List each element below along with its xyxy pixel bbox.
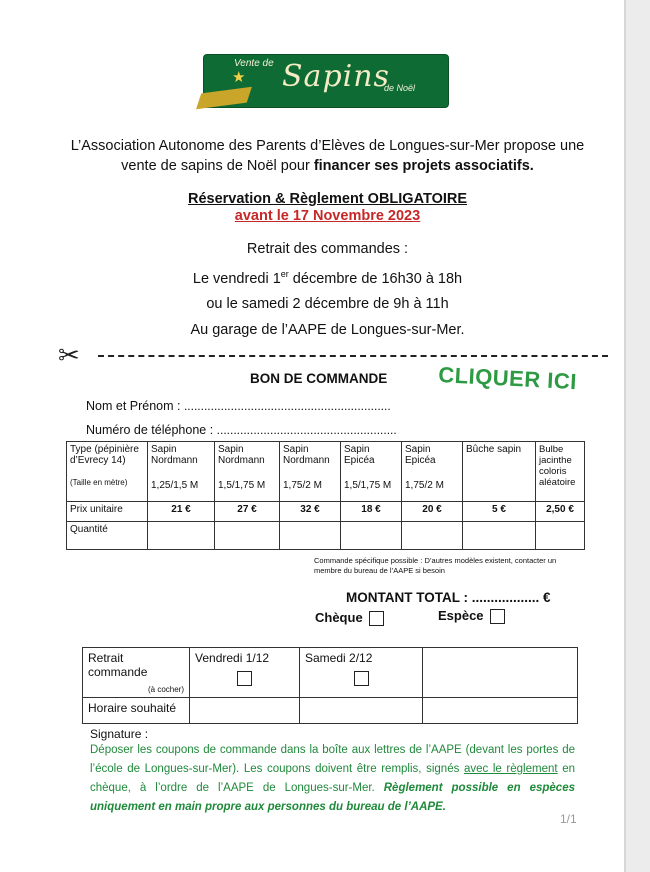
price-cell: 32 € xyxy=(280,502,341,522)
horaire-input[interactable] xyxy=(423,698,578,724)
product-size: 1,75/2 M xyxy=(405,480,444,491)
product-size: 1,75/2 M xyxy=(283,480,322,491)
empty-cell xyxy=(423,648,578,698)
nom-field[interactable] xyxy=(86,399,391,413)
nom-label: Nom et Prénom : xyxy=(86,399,181,413)
quantity-input[interactable] xyxy=(402,522,463,550)
banner-vente-de: Vente de xyxy=(234,58,274,69)
price-cell: 20 € xyxy=(402,502,463,522)
product-cell xyxy=(463,442,536,502)
scissors-icon: ✂ xyxy=(58,340,80,370)
deadline: avant le 17 Novembre 2023 xyxy=(234,208,421,224)
cheque-option[interactable] xyxy=(315,610,384,626)
product-cell xyxy=(341,442,402,502)
retrait-line-3: Au garage de l’AAPE de Longues-sur-Mer. xyxy=(190,322,465,338)
reservation-title-text: Réservation & Règlement OBLIGATOIRE xyxy=(187,191,468,207)
espece-checkbox[interactable] xyxy=(490,609,505,624)
intro-line-2a: vente de sapins de Noël pour xyxy=(121,158,314,174)
product-cell xyxy=(215,442,280,502)
espece-option[interactable] xyxy=(438,608,505,624)
bon-de-commande-title: BON DE COMMANDE xyxy=(250,371,388,386)
montant-total: MONTANT TOTAL : .................. € xyxy=(346,590,551,605)
product-name: Sapin Nordmann xyxy=(218,444,265,466)
retrait-table xyxy=(82,647,578,724)
price-cell: 2,50 € xyxy=(536,502,585,522)
horaire-input[interactable] xyxy=(300,698,423,724)
product-row xyxy=(67,442,585,502)
banner-sapins: Sapins xyxy=(282,59,390,94)
product-size: 1,25/1,5 M xyxy=(151,480,199,491)
instructions-part-4: Règlement possible en espèces uniquement en main propre aux personnes du bureau de l’AAPE. xyxy=(90,782,575,813)
intro-text xyxy=(40,136,615,176)
type-label-cell xyxy=(67,442,148,502)
cheque-checkbox[interactable] xyxy=(369,611,384,626)
samedi-cell[interactable] xyxy=(300,648,423,698)
vendredi-cell[interactable] xyxy=(190,648,300,698)
product-name: Bulbe jacinthe coloris aléatoire xyxy=(539,444,576,488)
price-row xyxy=(67,502,585,522)
retrait-title: Retrait des commandes : xyxy=(246,241,409,257)
product-name: Sapin Epicéa xyxy=(344,444,375,466)
samedi-checkbox[interactable] xyxy=(354,671,369,686)
horaire-input[interactable] xyxy=(190,698,300,724)
nom-dots: .............................................................. xyxy=(183,399,391,413)
product-name: Bûche sapin xyxy=(466,444,522,455)
product-name: Sapin Epicéa xyxy=(405,444,436,466)
tel-field[interactable] xyxy=(86,423,397,437)
banner-de-noel: de Noël xyxy=(384,83,416,93)
retrait-line-2: ou le samedi 2 décembre de 9h à 11h xyxy=(206,296,449,312)
page-edge xyxy=(626,0,650,872)
price-cell: 21 € xyxy=(148,502,215,522)
commande-note: Commande spécifique possible : D’autres modèles existent, contacter un membre du bureau de l’AAPE si besoin xyxy=(314,556,557,575)
vendredi-checkbox[interactable] xyxy=(237,671,252,686)
instructions-part-1: Déposer les coupons de commande dans la boîte aux lettres de l’AAPE (devant les portes de l’école de Longues-sur-Mer). Les coupons doivent être remplis, signés xyxy=(90,744,575,775)
quantity-input[interactable] xyxy=(536,522,585,550)
retrait-line-1 xyxy=(40,269,615,287)
quantity-input[interactable] xyxy=(341,522,402,550)
retrait-line-1-sup: er xyxy=(280,269,289,279)
price-cell: 18 € xyxy=(341,502,402,522)
product-name: Sapin Nordmann xyxy=(151,444,198,466)
quantite-label: Quantité xyxy=(67,522,148,550)
a-cocher-label: (à cocher) xyxy=(147,685,184,694)
price-cell: 27 € xyxy=(215,502,280,522)
instructions-part-2: avec le règlement xyxy=(463,763,558,775)
cliquer-ici-link[interactable]: CLIQUER ICI xyxy=(437,362,578,395)
quantity-input[interactable] xyxy=(280,522,341,550)
product-cell xyxy=(402,442,463,502)
page-number: 1/1 xyxy=(560,812,577,826)
product-cell xyxy=(148,442,215,502)
product-name: Sapin Nordmann xyxy=(283,444,330,466)
prix-label: Prix unitaire xyxy=(67,502,148,522)
tel-dots: ...................................................... xyxy=(216,423,397,437)
retrait-line-1-pre: Le vendredi 1 xyxy=(192,270,281,287)
retrait-label: Retrait commande xyxy=(88,651,148,679)
instructions-part-3: en chèque, à l’ordre de l’AAPE de Longues-sur-Mer. xyxy=(90,763,575,794)
price-cell: 5 € xyxy=(463,502,536,522)
signature-label: Signature : xyxy=(90,727,149,741)
intro-line-2 xyxy=(40,156,615,176)
taille-label: (Taille en mètre) xyxy=(70,478,128,487)
product-size: 1,5/1,75 M xyxy=(218,480,266,491)
quantity-input[interactable] xyxy=(148,522,215,550)
quantity-input[interactable] xyxy=(463,522,536,550)
cut-line xyxy=(98,355,608,357)
reservation-title xyxy=(40,191,615,207)
product-cell xyxy=(536,442,585,502)
retrait-label-cell xyxy=(83,648,190,698)
type-label: Type (pépinière d’Evrecy 14) xyxy=(70,444,139,466)
instructions-text xyxy=(90,741,575,817)
retrait-row xyxy=(83,648,578,698)
product-cell xyxy=(280,442,341,502)
horaire-label: Horaire souhaité xyxy=(83,698,190,724)
espece-label: Espèce xyxy=(438,608,484,623)
order-table xyxy=(66,441,585,550)
intro-line-1: L’Association Autonome des Parents d’Elèves de Longues-sur-Mer propose une xyxy=(70,138,585,154)
retrait-line-1-post: décembre de 16h30 à 18h xyxy=(288,270,463,287)
samedi-label: Samedi 2/12 xyxy=(305,651,373,665)
star-icon: ★ xyxy=(232,69,246,86)
cheque-label: Chèque xyxy=(315,610,363,625)
product-size: 1,5/1,75 M xyxy=(344,480,392,491)
intro-line-2b: financer ses projets associatifs. xyxy=(313,158,534,174)
tel-label: Numéro de téléphone : xyxy=(86,423,214,437)
quantity-row xyxy=(67,522,585,550)
quantity-input[interactable] xyxy=(215,522,280,550)
horaire-row xyxy=(83,698,578,724)
vendredi-label: Vendredi 1/12 xyxy=(195,651,270,665)
